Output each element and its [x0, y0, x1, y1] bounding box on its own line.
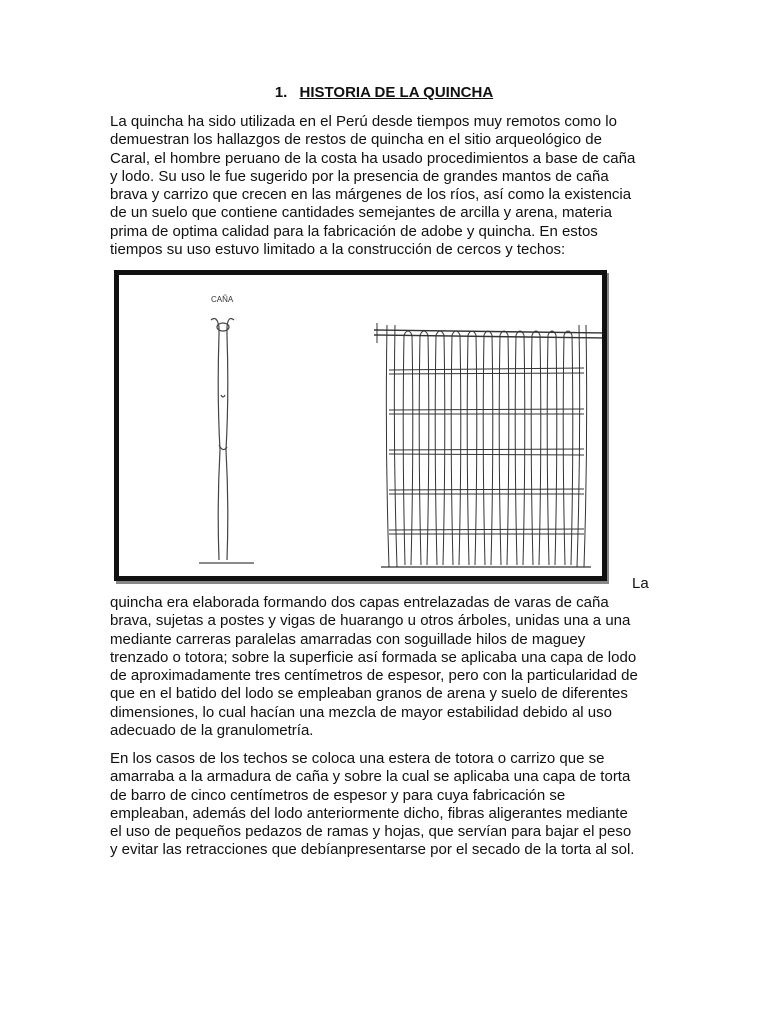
- paragraph-line: el uso de pequeños pedazos de ramas y hojas, que servían para bajar el peso: [110, 823, 632, 841]
- paragraph-line: trenzado o totora; sobre la superficie así formada se aplicaba una capa de lodo: [110, 648, 637, 666]
- paragraph-line: dimensiones, lo cual hacían una mezcla de mayor estabilidad debido al uso: [110, 703, 612, 721]
- paragraph-line: En los casos de los techos se coloca una estera de totora o carrizo que se: [110, 750, 605, 767]
- paragraph-3: [110, 750, 660, 860]
- paragraph-line: demuestran los hallazgos de restos de quincha en el sitio arqueológico de: [110, 131, 602, 149]
- paragraph-line: de un suelo que contiene cantidades semejantes de arcilla y arena, materia: [110, 204, 612, 222]
- paragraph-line: La quincha ha sido utilizada en el Perú desde tiempos muy remotos como lo: [110, 113, 617, 130]
- heading-title: HISTORIA DE LA QUINCHA: [299, 84, 494, 101]
- paragraph-line: Caral, el hombre peruano de la costa ha usado procedimientos a base de caña: [110, 149, 636, 167]
- paragraph-line: y lodo. Su uso le fue sugerido por la presencia de grandes mantos de caña: [110, 167, 609, 185]
- paragraph-line: que en el batido del lodo se empleaban granos de arena y suelo de diferentes: [110, 685, 628, 703]
- paragraph-line: quincha era elaborada formando dos capas entrelazadas de varas de caña: [110, 594, 609, 611]
- quincha-sketch-figure: [114, 270, 607, 581]
- paragraph-line: empleaban, además del lodo anteriormente dicho, fibras aligerantes mediante: [110, 804, 628, 822]
- cane-label: CAÑA: [211, 295, 234, 304]
- paragraph-line: amarraba a la armadura de caña y sobre la cual se aplicaba una capa de torta: [110, 768, 631, 786]
- paragraph-1: [110, 113, 660, 259]
- paragraph-line: de aproximadamente tres centímetros de espesor, pero con la particularidad de: [110, 667, 638, 685]
- paragraph-line: y evitar las retracciones que debíanpresentarse por el secado de la torta al sol.: [110, 841, 635, 859]
- paragraph-2-start: La: [632, 575, 649, 592]
- quincha-panel-drawing: [374, 323, 602, 567]
- heading-number: 1.: [274, 84, 288, 101]
- paragraph-2: [110, 594, 660, 740]
- paragraph-line: brava, sujetas a postes y vigas de huarango u otros árboles, unidas una a una: [110, 612, 631, 630]
- paragraph-line: tiempos su uso estuvo limitado a la construcción de cercos y techos:: [110, 241, 566, 259]
- paragraph-line: prima de optima calidad para la fabricación de adobe y quincha. En estos: [110, 222, 598, 240]
- section-heading: [0, 84, 768, 101]
- cane-pole-drawing: [199, 319, 254, 563]
- paragraph-line: de barro de cinco centímetros de espesor y para cuya fabricación se: [110, 786, 566, 804]
- paragraph-line: brava y carrizo que crecen en las márgenes de los ríos, así como la existencia: [110, 186, 632, 204]
- paragraph-line: mediante carreras paralelas amarradas con soguillade hilos de maguey: [110, 630, 586, 648]
- paragraph-line: adecuado de la granulometría.: [110, 722, 314, 740]
